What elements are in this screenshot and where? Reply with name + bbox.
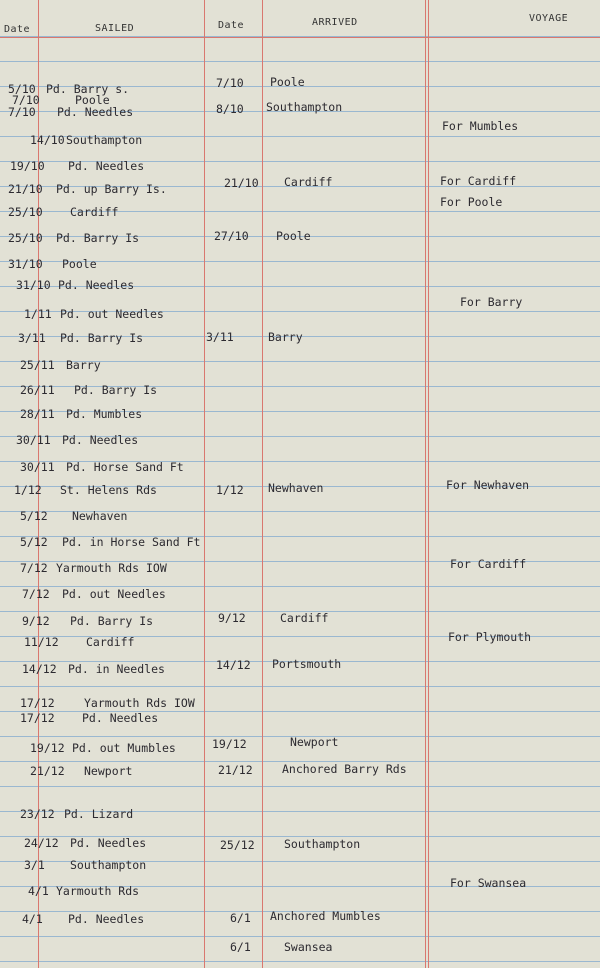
sailed-entry: Pd. Barry Is [60, 331, 144, 345]
arrived-date: 6/1 [230, 940, 251, 954]
arrived-entry: Anchored Barry Rds [282, 762, 407, 776]
sailed-date: 7/12 [20, 561, 48, 575]
arrived-entry: Portsmouth [272, 657, 342, 671]
sailed-date: 1/11 [24, 307, 52, 321]
sailed-date-header: Date [4, 24, 31, 35]
sailed-entry: Pd. Needles [58, 278, 135, 292]
sailed-date: 14/12 [22, 662, 57, 676]
voyage-entry: For Barry [460, 295, 523, 309]
arrived-date: 7/10 [216, 76, 244, 90]
sailed-date: 1/12 [14, 483, 42, 497]
sailed-date: 11/12 [24, 635, 59, 649]
sailed-entry: Cardiff [70, 205, 119, 219]
sailed-date: 31/10 [8, 257, 43, 271]
arrived-date: 19/12 [212, 737, 247, 751]
arrived-entry: Cardiff [284, 175, 333, 189]
sailed-date: 31/10 [16, 278, 51, 292]
sailed-date: 25/10 [8, 231, 43, 245]
arrived-entry: Anchored Mumbles [270, 909, 381, 923]
sailed-entry: Southampton [70, 858, 147, 872]
sailed-entry: Pd. Lizard [64, 807, 134, 821]
sailed-date: 19/10 [10, 159, 45, 173]
sailed-date: 25/11 [20, 358, 55, 372]
arrived-header: ARRIVED [312, 17, 358, 28]
sailed-entry: Pd. Mumbles [66, 407, 143, 421]
arrived-entry: Barry [268, 330, 303, 344]
sailed-entry: Pd. out Needles [62, 587, 166, 601]
voyage-entry: For Plymouth [448, 630, 532, 644]
sailed-date: 9/12 [22, 614, 50, 628]
sailed-date: 7/12 [22, 587, 50, 601]
sailed-entry: St. Helens Rds [60, 483, 157, 497]
sailed-entry: Barry [66, 358, 101, 372]
sailed-entry: Newport [84, 764, 133, 778]
sailed-entry: Pd. Barry Is [70, 614, 154, 628]
sailed-date: 5/10 [8, 82, 36, 96]
header-rule [0, 37, 600, 38]
sailed-date: 3/11 [18, 331, 46, 345]
sailed-entry: Pd. up Barry Is. [56, 182, 167, 196]
arrived-date: 21/10 [224, 176, 259, 190]
arrived-date: 1/12 [216, 483, 244, 497]
sailed-entry: Southampton [66, 133, 143, 147]
sailed-entry: Pd. in Needles [68, 662, 165, 676]
sailed-date: 17/12 [20, 711, 55, 725]
sailed-entry: Pd. out Mumbles [72, 741, 176, 755]
voyage-entry: For Poole [440, 195, 503, 209]
sailed-date: 30/11 [16, 433, 51, 447]
sailed-entry: Poole [75, 93, 110, 107]
arrived-entry: Swansea [284, 940, 333, 954]
sailed-entry: Pd. out Needles [60, 307, 164, 321]
voyage-header: VOYAGE [529, 13, 569, 24]
sailed-entry: Pd. Needles [82, 711, 159, 725]
sailed-entry: Yarmouth Rds IOW [56, 561, 167, 575]
sailed-date: 7/10 [12, 93, 40, 107]
sailed-header: SAILED [95, 23, 135, 34]
sailed-entry: Newhaven [72, 509, 128, 523]
arrived-date: 25/12 [220, 838, 255, 852]
arrived-date: 21/12 [218, 763, 253, 777]
sailed-entry: Cardiff [86, 635, 135, 649]
sailed-date: 3/1 [24, 858, 45, 872]
sailed-entry: Poole [62, 257, 97, 271]
arrived-date-column-rule [262, 0, 263, 968]
sailed-entry: Pd. Barry s. [46, 82, 130, 96]
sailed-date: 5/12 [20, 535, 48, 549]
arrived-date: 27/10 [214, 229, 249, 243]
sailed-date: 14/10 [30, 133, 65, 147]
sailed-date: 21/12 [30, 764, 65, 778]
sailed-entry: Pd. Needles [62, 433, 139, 447]
voyage-entry: For Cardiff [440, 174, 517, 188]
arrived-date: 9/12 [218, 611, 246, 625]
arrived-entry: Cardiff [280, 611, 329, 625]
arrived-entry: Southampton [266, 100, 343, 114]
sailed-date: 7/10 [8, 105, 36, 119]
sailed-entry: Pd. Barry Is [56, 231, 140, 245]
sailed-date: 21/10 [8, 182, 43, 196]
arrived-date: 3/11 [206, 330, 234, 344]
arrived-date: 8/10 [216, 102, 244, 116]
sailed-entry: Yarmouth Rds [56, 884, 140, 898]
sailed-date: 28/11 [20, 407, 55, 421]
sailed-entry: Yarmouth Rds IOW [84, 696, 195, 710]
sailed-date: 4/1 [22, 912, 43, 926]
sailed-date: 19/12 [30, 741, 65, 755]
voyage-entry: For Newhaven [446, 478, 530, 492]
sailed-entry: Pd. Needles [70, 836, 147, 850]
sailed-date: 4/1 [28, 884, 49, 898]
arrived-date: 6/1 [230, 911, 251, 925]
voyage-column-rule [425, 0, 429, 968]
arrived-date-header: Date [218, 20, 245, 31]
sailed-date: 17/12 [20, 696, 55, 710]
sailed-date: 5/12 [20, 509, 48, 523]
sailed-entry: Pd. Needles [68, 159, 145, 173]
arrived-entry: Newport [290, 735, 339, 749]
sailed-date: 23/12 [20, 807, 55, 821]
sailed-column-rule [204, 0, 205, 968]
sailed-entry: Pd. Horse Sand Ft [66, 460, 184, 474]
sailed-entry: Pd. in Horse Sand Ft [62, 535, 201, 549]
voyage-entry: For Cardiff [450, 557, 527, 571]
sailed-date: 25/10 [8, 205, 43, 219]
voyage-entry: For Mumbles [442, 119, 519, 133]
arrived-entry: Poole [270, 75, 305, 89]
arrived-entry: Newhaven [268, 481, 324, 495]
arrived-date: 14/12 [216, 658, 251, 672]
arrived-entry: Poole [276, 229, 311, 243]
arrived-entry: Southampton [284, 837, 361, 851]
sailed-entry: Pd. Needles [68, 912, 145, 926]
sailed-date: 24/12 [24, 836, 59, 850]
sailed-entry: Pd. Barry Is [74, 383, 158, 397]
sailed-entry: Pd. Needles [57, 105, 134, 119]
sailed-date: 30/11 [20, 460, 55, 474]
sailed-date: 26/11 [20, 383, 55, 397]
voyage-entry: For Swansea [450, 876, 527, 890]
